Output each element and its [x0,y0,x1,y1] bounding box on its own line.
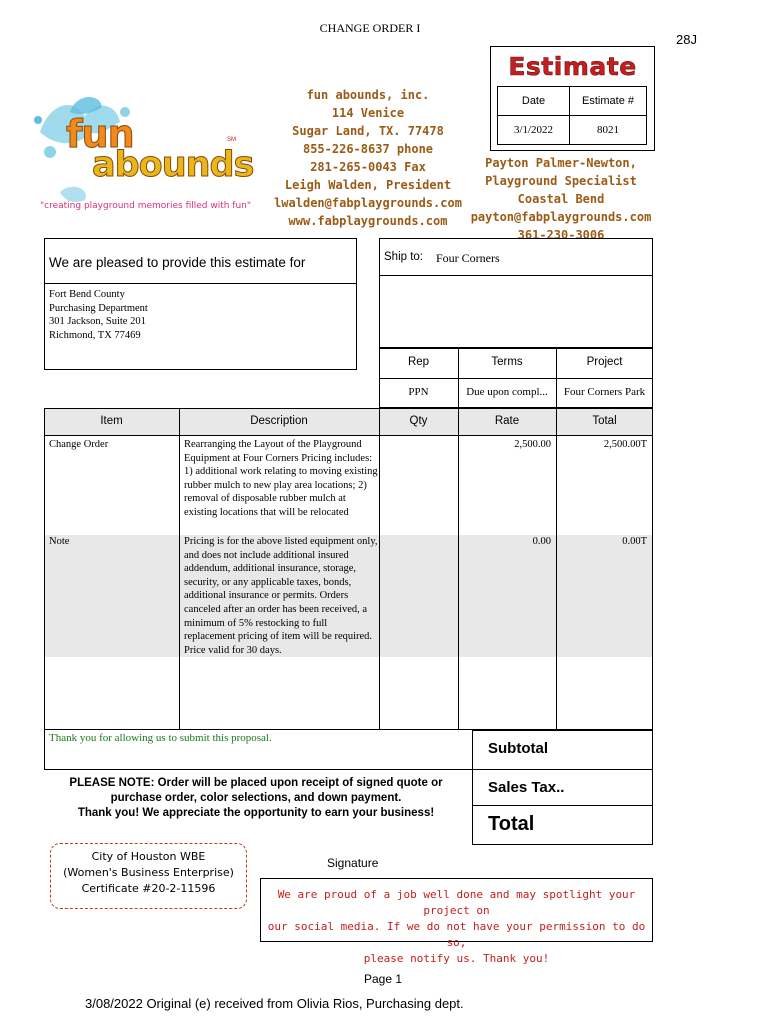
qty-header: Qty [409,415,428,427]
logo-tagline: "creating playground memories filled with fun" [40,201,252,211]
subtotal-label: Subtotal [488,740,548,757]
wbe-line: (Women's Business Enterprise) [63,866,234,879]
please-note-line: Thank you! We appreciate the opportunity to earn your business! [77,807,435,819]
bill-to-line: Purchasing Department [49,302,148,314]
logo-word-fun: fun [66,112,134,156]
page-number: Page 1 [364,972,403,986]
logo-word-abounds: abounds [92,145,254,185]
bill-to-line: 301 Jackson, Suite 201 [49,316,146,328]
wbe-line: Certificate #20-2-11596 [81,882,216,895]
please-note-line: purchase order, color selections, and down payment. [110,792,402,804]
company-website: www.fabplaygrounds.com [288,214,448,228]
company-name: fun abounds, inc. [306,88,430,102]
sales-tax-label: Sales Tax.. [488,779,565,796]
rate-header: Rate [494,415,520,427]
project-header: Project [586,356,623,368]
rep-title: Playground Specialist [485,174,637,188]
company-phone: 855-226-8637 phone [302,142,434,156]
bill-to-heading: We are pleased to provide this estimate for [49,255,306,270]
item-header: Item [100,415,123,427]
row2-rate: 0.00 [532,536,551,547]
description-header: Description [250,415,308,427]
row1-total: 2,500.00T [603,439,647,450]
document-title: CHANGE ORDER I [319,21,421,35]
please-note-line: PLEASE NOTE: Order will be placed upon receipt of signed quote or [69,777,443,789]
terms-value: Due upon compl... [466,386,548,398]
company-address1: 114 Venice [331,106,405,120]
signature-label: Signature [327,856,379,870]
terms-header: Terms [491,356,523,368]
social-media-notice [260,878,653,965]
notice-line: We are proud of a job well done and may spotlight your project on [277,888,636,917]
bill-to-line: Fort Bend County [49,289,125,300]
please-note [48,776,464,821]
row2-item: Note [49,536,70,547]
notice-line: our social media. If we do not have your permission to do so, [267,920,646,949]
rep-name: Payton Palmer-Newton, [485,156,637,170]
rep-email: payton@fabplaygrounds.com [470,210,652,224]
estimate-number: 8021 [569,115,647,145]
date-label: Date [497,86,570,116]
company-info [270,86,466,230]
rep-header: Rep [407,356,430,368]
document-code: 28J [676,32,697,47]
company-contact: Leigh Walden, President [284,178,452,192]
estimate-number-label: Estimate # [569,86,647,116]
wbe-line: City of Houston WBE [91,850,206,863]
estimate-date: 3/1/2022 [497,115,570,145]
project-value: Four Corners Park [563,386,646,398]
rep-info [456,154,666,244]
total-header: Total [592,415,617,427]
row2-total: 0.00T [622,536,647,547]
footer-note: 3/08/2022 Original (e) received from Olivia Rios, Purchasing dept. [85,996,464,1011]
bill-to-address [49,288,148,342]
row1-rate: 2,500.00 [514,439,551,450]
row1-item: Change Order [49,439,109,450]
rep-value: PPN [408,386,429,398]
logo-sm-mark: SM [227,137,236,143]
estimate-title: Estimate [508,52,637,81]
row2-description: Pricing is for the above listed equipment only, and does not include additional insured addendum, additional insurance, storage, security, or any applicable taxes, bonds, additional insurance or permits. Orders canceled after an order has been received, a minimum of 5% restocking to full replacement pricing of item will be required. Price valid for 30 days. [184,536,378,656]
thanks-message: Thank you for allowing us to submit this proposal. [49,732,272,744]
company-fax: 281-265-0043 Fax [310,160,426,174]
wbe-certificate [50,843,247,909]
rep-phone: 361-230-3006 [517,228,605,242]
row1-description: Rearranging the Layout of the Playground Equipment at Four Corners Pricing includes: 1) additional work relating to moving existing rubber mulch to new play area locations; 2) removal of disposable rubber mulch at existing locations that will be relocated [184,439,378,518]
bill-to-line: Richmond, TX 77469 [49,329,141,341]
company-address2: Sugar Land, TX. 77478 [292,124,444,138]
ship-to-label: Ship to: [384,251,423,263]
company-email: lwalden@fabplaygrounds.com [274,196,462,210]
total-label: Total [488,813,535,835]
notice-line: please notify us. Thank you! [363,952,550,965]
rep-region: Coastal Bend [517,192,605,206]
ship-to-value: Four Corners [436,251,500,265]
